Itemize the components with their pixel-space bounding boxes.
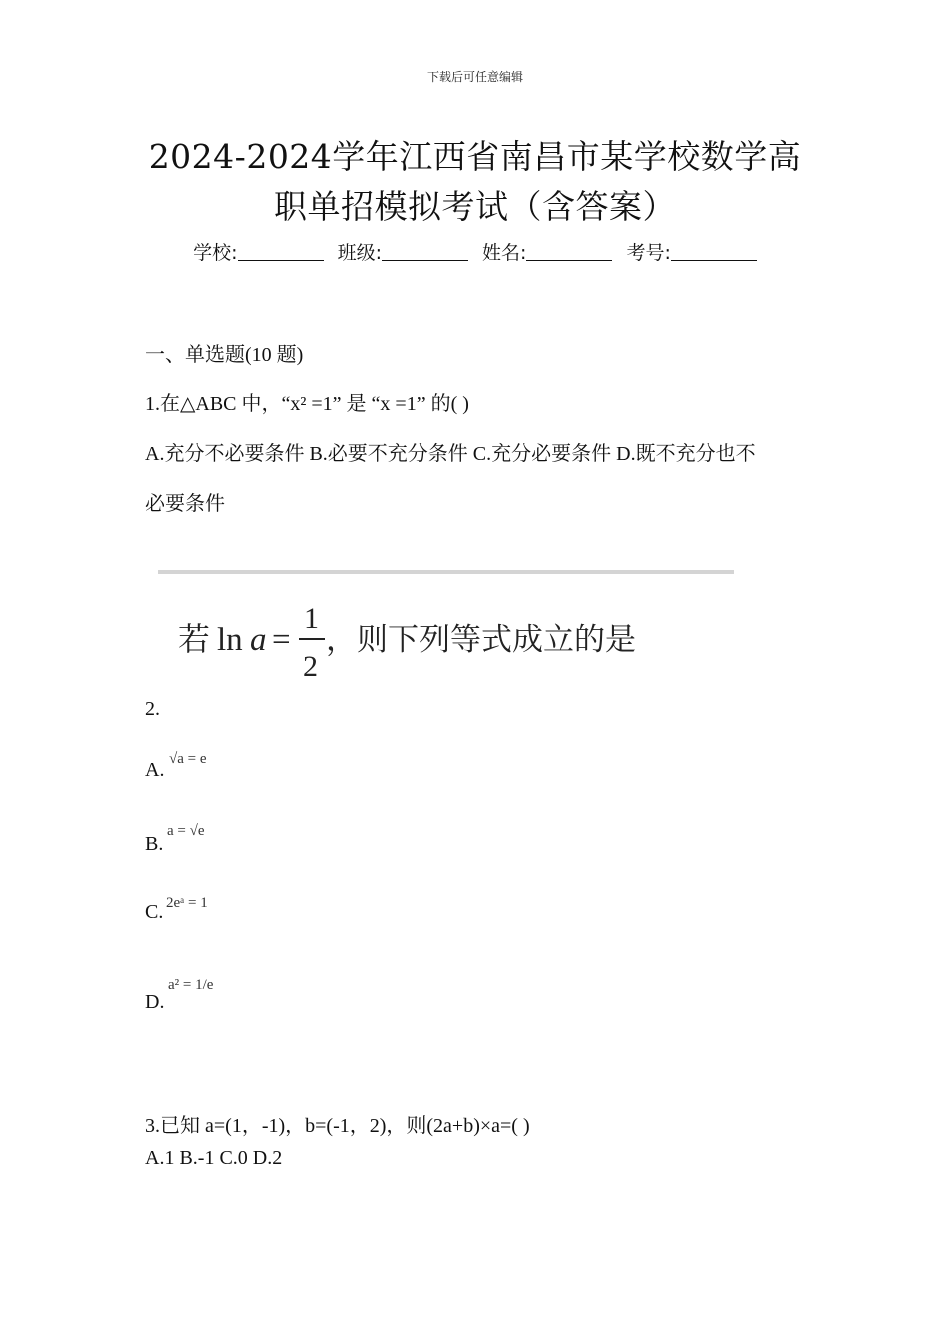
option-a-formula-text: √a = e [169,751,207,767]
question-2-option-a-formula [166,741,246,771]
option-c-formula-text: 2eᵃ = 1 [166,895,208,911]
question-3-options: A.1 B.-1 C.0 D.2 [145,1147,283,1169]
class-blank [382,242,468,261]
image-suffix-text: ，则下列等式成立的是 [326,622,636,658]
question-1-options-line-1: A.充分不必要条件 B.必要不充分条件 C.充分必要条件 D.既不充分也不 [145,443,756,465]
image-numerator-text: 1 [304,602,319,635]
image-ln-text: ln [217,622,243,658]
image-top-border [158,570,734,574]
image-var-text: a [250,622,267,658]
question-2-option-d-label: D. [145,991,165,1013]
name-blank [526,242,612,261]
question-2-option-b-formula [166,815,246,845]
question-2-option-c-formula [166,887,246,917]
image-prefix-text: 若 [178,620,211,658]
watermark-text: 下载后可任意编辑 [426,70,523,84]
question-2-option-a-label: A. [145,759,165,781]
image-equals-text: = [272,622,291,658]
image-fraction-bar [299,638,325,640]
school-blank [238,242,324,261]
class-label: 班级: [337,242,382,264]
question-2-option-b-label: B. [145,833,164,855]
question-2-option-d-formula [166,965,246,1005]
school-label: 学校: [193,242,238,264]
name-label: 姓名: [482,242,527,264]
document-title-line-2: 职单招模拟考试（含答案） [274,187,676,226]
number-blank [671,242,757,261]
question-3-stem: 3.已知 a=(1，-1)，b=(-1，2)，则(2a+b)×a=( ) [145,1115,530,1137]
question-1-stem: 1.在△ABC 中，“x² =1” 是 “x =1” 的( ) [145,393,469,415]
section-heading: 一、单选题(10 题) [145,344,304,366]
question-1-options-line-2: 必要条件 [145,493,225,515]
image-denominator-text: 2 [303,650,318,683]
question-2-number: 2. [145,698,160,720]
question-2-stem-image [158,570,734,690]
number-label: 考号: [626,242,671,264]
option-d-formula-text: a² = 1/e [168,977,214,993]
document-title-line-1: 2024-2024学年江西省南昌市某学校数学高 [148,137,802,176]
question-2-option-c-label: C. [145,901,164,923]
student-info-line [0,238,950,265]
option-b-formula-text: a = √e [167,823,205,839]
